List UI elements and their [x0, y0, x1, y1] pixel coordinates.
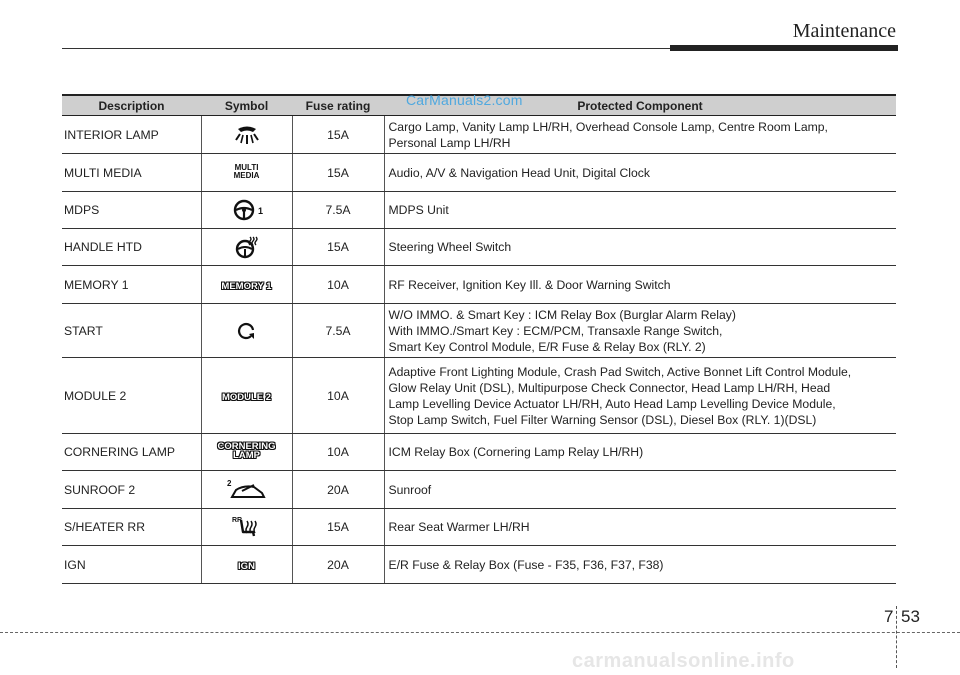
row-symbol — [201, 358, 292, 434]
row-protected-component — [384, 266, 896, 304]
sunroof-icon — [224, 477, 270, 503]
row-fuse-rating: 20A — [292, 546, 384, 584]
table-row — [62, 116, 896, 154]
seat-heater-icon — [227, 514, 267, 540]
row-description: IGN — [62, 546, 201, 584]
row-description: SUNROOF 2 — [62, 471, 201, 509]
footer-dashed-line — [0, 632, 960, 633]
row-protected-component — [384, 509, 896, 546]
seat-heater-label: RR — [231, 517, 242, 524]
memory-1-symbol: MEMORY 1 — [221, 280, 272, 292]
table-row — [62, 304, 896, 358]
row-fuse-rating: 10A — [292, 434, 384, 471]
row-fuse-rating: 10A — [292, 266, 384, 304]
protected-line: Rear Seat Warmer LH/RH — [388, 520, 530, 534]
row-fuse-rating: 15A — [292, 154, 384, 192]
heated-steering-icon — [229, 234, 265, 260]
symbol-text-line: MULTI — [234, 162, 259, 172]
row-protected-component — [384, 154, 896, 192]
interior-lamp-icon — [229, 122, 265, 148]
row-fuse-rating: 15A — [292, 116, 384, 154]
protected-line: Stop Lamp Switch, Fuel Filter Warning Sensor (DSL), Diesel Box (RLY. 1)(DSL) — [388, 412, 817, 427]
row-protected-component — [384, 192, 896, 229]
protected-line: RF Receiver, Ignition Key Ill. & Door Warning Switch — [388, 277, 671, 292]
table-row — [62, 192, 896, 229]
protected-line: Lamp Levelling Device Actuator LH/RH, Auto Head Lamp Levelling Device Module, — [388, 396, 836, 411]
row-fuse-rating: 7.5A — [292, 192, 384, 229]
header-rule-thick — [670, 45, 898, 51]
sunroof-number: 2 — [226, 478, 231, 488]
protected-line: MDPS Unit — [388, 203, 449, 217]
steering-wheel-number: 1 — [257, 206, 263, 216]
row-symbol — [201, 509, 292, 546]
table-row — [62, 358, 896, 434]
table-row — [62, 509, 896, 546]
page-number-divider — [896, 606, 898, 668]
row-fuse-rating: 20A — [292, 471, 384, 509]
start-arrow-icon — [232, 318, 262, 344]
row-protected-component — [384, 304, 896, 358]
row-fuse-rating: 7.5A — [292, 304, 384, 358]
row-protected-component — [384, 358, 896, 434]
protected-line: Audio, A/V & Navigation Head Unit, Digital Clock — [388, 165, 650, 180]
row-symbol — [201, 154, 292, 192]
row-symbol — [201, 116, 292, 154]
protected-line: E/R Fuse & Relay Box (Fuse - F35, F36, F37, F38) — [388, 557, 664, 572]
table-row — [62, 434, 896, 471]
protected-line: Smart Key Control Module, E/R Fuse & Relay Box (RLY. 2) — [388, 339, 706, 354]
watermark-bottom: carmanualsonline.info — [572, 650, 795, 672]
protected-line: Glow Relay Unit (DSL), Multipurpose Check Connector, Head Lamp LH/RH, Head — [388, 380, 831, 395]
protected-line: Sunroof — [388, 482, 432, 497]
header-rule-thin — [62, 48, 670, 49]
row-symbol — [201, 266, 292, 304]
page-number: 53 — [901, 607, 920, 626]
chapter-number: 7 — [884, 607, 894, 626]
row-symbol — [201, 304, 292, 358]
row-symbol — [201, 471, 292, 509]
watermark-top: CarManuals2.com — [406, 92, 523, 108]
column-header-fuse-rating: Fuse rating — [292, 95, 384, 116]
module-2-symbol: MODULE 2 — [221, 391, 272, 403]
row-description: INTERIOR LAMP — [62, 116, 201, 154]
row-description: MULTI MEDIA — [62, 154, 201, 192]
row-description: MODULE 2 — [62, 358, 201, 434]
section-title: Maintenance — [792, 20, 896, 42]
fuse-table — [62, 94, 896, 584]
protected-line: Adaptive Front Lighting Module, Crash Pad Switch, Active Bonnet Lift Control Module, — [388, 364, 852, 379]
row-fuse-rating: 15A — [292, 229, 384, 266]
row-fuse-rating: 15A — [292, 509, 384, 546]
protected-line: Cargo Lamp, Vanity Lamp LH/RH, Overhead Console Lamp, Centre Room Lamp, — [388, 119, 828, 134]
table-row — [62, 229, 896, 266]
cornering-lamp-symbol — [217, 442, 275, 460]
row-symbol — [201, 192, 292, 229]
row-description: S/HEATER RR — [62, 509, 201, 546]
symbol-text-line: LAMP — [233, 450, 260, 461]
row-description: MDPS — [62, 192, 201, 229]
symbol-text-line: MEDIA — [233, 170, 260, 180]
row-description: HANDLE HTD — [62, 229, 201, 266]
table-row — [62, 471, 896, 509]
row-description: MEMORY 1 — [62, 266, 201, 304]
row-protected-component — [384, 229, 896, 266]
row-symbol — [201, 229, 292, 266]
steering-wheel-icon — [227, 197, 267, 223]
protected-line: Steering Wheel Switch — [388, 240, 512, 254]
table-row — [62, 154, 896, 192]
column-header-symbol: Symbol — [201, 95, 292, 116]
protected-line: Personal Lamp LH/RH — [388, 135, 511, 150]
multi-media-symbol — [234, 164, 260, 180]
row-protected-component — [384, 434, 896, 471]
row-description: START — [62, 304, 201, 358]
protected-line: W/O IMMO. & Smart Key : ICM Relay Box (Burglar Alarm Relay) — [388, 307, 736, 322]
row-fuse-rating: 10A — [292, 358, 384, 434]
symbol-text-line: CORNERING — [217, 441, 276, 452]
table-row — [62, 546, 896, 584]
ign-symbol: IGN — [238, 560, 255, 572]
column-header-description: Description — [62, 95, 201, 116]
table-row — [62, 266, 896, 304]
row-protected-component — [384, 116, 896, 154]
protected-line: With IMMO./Smart Key : ECM/PCM, Transaxle Range Switch, — [388, 323, 723, 338]
row-protected-component — [384, 471, 896, 509]
row-symbol — [201, 546, 292, 584]
row-protected-component — [384, 546, 896, 584]
protected-line: ICM Relay Box (Cornering Lamp Relay LH/RH) — [388, 445, 644, 459]
column-header-protected-component: Protected Component — [384, 95, 896, 116]
row-description: CORNERING LAMP — [62, 434, 201, 471]
row-symbol — [201, 434, 292, 471]
